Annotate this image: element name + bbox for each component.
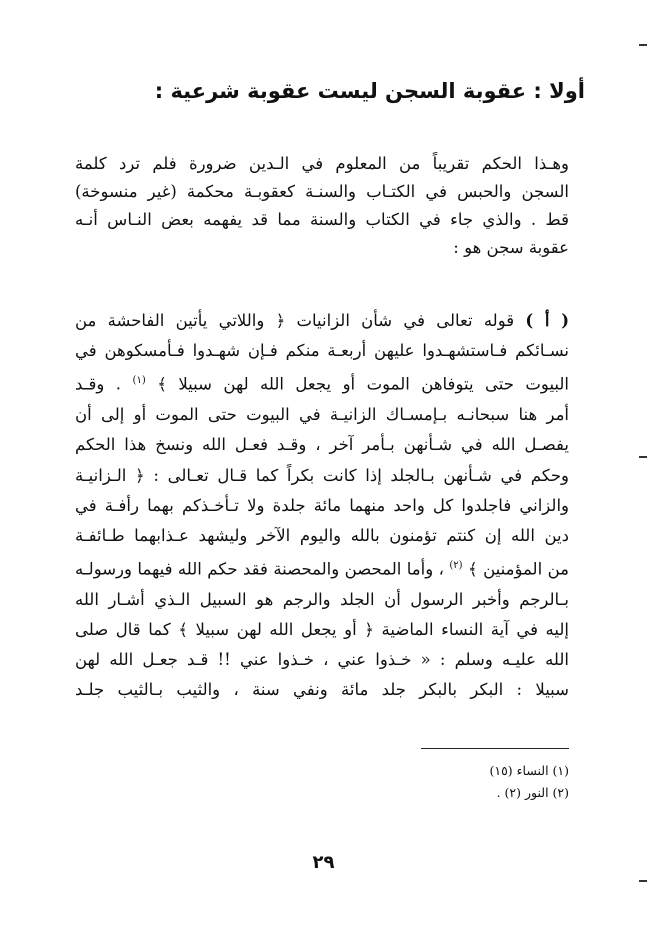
footnotes xyxy=(269,760,569,804)
paragraph-line: السجن والحبس في الكتـاب والسنـة كعقوبـة محكمة (غير منسوخة) xyxy=(75,182,569,201)
footnote-divider xyxy=(421,748,569,749)
edge-mark-bottom xyxy=(639,880,647,882)
footnote-ref: (١) xyxy=(132,375,146,387)
item-label: ( أ ) xyxy=(525,311,570,330)
edge-mark-middle xyxy=(639,456,647,458)
paragraph-line: الله عليـه وسلم : « خـذوا عني ، خـذوا عني !! قـد جعـل الله لهن xyxy=(75,650,569,670)
paragraph-line: دين الله إن كنتم تؤمنون بالله واليوم الآخر وليشهد عـذابهما طـائفـة xyxy=(75,525,569,545)
paragraph-intro xyxy=(75,150,569,262)
line-text: البيوت حتى يتوفاهن الموت أو يجعل الله لهن سبيلا ﴾ xyxy=(157,374,570,394)
paragraph-line: عقوبة سجن هو : xyxy=(453,238,569,257)
paragraph-line xyxy=(75,306,569,336)
line-text: من المؤمنين ﴾ xyxy=(468,559,569,579)
paragraph-line: نسـائكم فـاستشهـدوا عليهن أربعـة منكم فـإن شهـدوا فـأمسكوهن في xyxy=(75,341,569,361)
paragraph-line: وحكم في شـأنهن بـالجلد إذا كانت بكراً كما قـال تعـالى : ﴿ الـزانيـة xyxy=(75,465,569,485)
paragraph-verse-discussion xyxy=(75,306,569,706)
paragraph-line: بـالرجم وأخبر الرسول أن الجلد والرجم هو السبيل الـذي أشـار الله xyxy=(75,589,569,609)
footnote: (٢) النور (٢) . xyxy=(496,785,569,800)
section-heading: أولا : عقوبة السجن ليست عقوبة شرعية : xyxy=(154,79,585,103)
paragraph-line: وهـذا الحكم تقريباً من المعلوم في الـدين ضرورة فلم ترد كلمة xyxy=(75,154,569,173)
paragraph-line: قط . والذي جاء في الكتاب والسنة مما قد يفهمه بعض النـاس أنـه xyxy=(75,210,569,229)
footnote-ref: (٢) xyxy=(449,560,463,572)
line-text: قوله تعالى في شأن الزانيات ﴿ واللاتي يأتين الفاحشة من xyxy=(75,311,515,330)
line-text: . وقـد xyxy=(75,374,122,394)
paragraph-line: سبيلا : البكر بالبكر جلد مائة ونفي سنة ، والثيب بـالثيب جلـد xyxy=(75,680,569,700)
paragraph-line: والزاني فاجلدوا كل واحد منهما مائة جلدة ولا تـأخـذكم بهما رأفـة في xyxy=(75,495,569,515)
edge-mark-top xyxy=(639,44,647,46)
page-number: ٢٩ xyxy=(312,852,335,873)
footnote: (١) النساء (١٥) xyxy=(489,763,569,778)
paragraph-line xyxy=(75,366,569,400)
paragraph-line xyxy=(75,551,569,585)
line-text: ، وأما المحصن والمحصنة فقد حكم الله فيهما ورسولـه xyxy=(75,559,444,579)
paragraph-line: إليه في آية النساء الماضية ﴿ أو يجعل الله لهن سبيلا ﴾ كما قال صلى xyxy=(75,620,569,640)
paragraph-line: أمر هنا سبحانـه بـإمسـاك الزانيـة في البيوت حتى الموت أو إلى أن xyxy=(75,405,569,425)
paragraph-line: يفصـل الله في شـأنهن بـأمر آخر ، وقـد فعـل الله ونسخ هذا الحكم xyxy=(75,435,569,455)
